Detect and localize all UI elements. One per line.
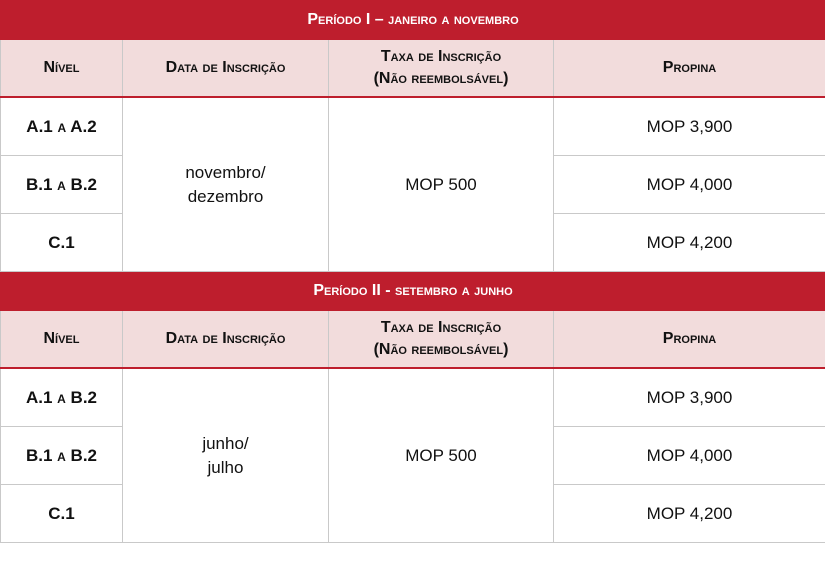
registration-date-cell [123,97,329,272]
header-fee-line1: Taxa de Inscrição [380,48,502,65]
registration-fee-cell: MOP 500 [329,97,554,272]
header-tuition: Propina [554,311,825,369]
header-level: Nível [1,311,123,369]
registration-date-cell [123,368,329,543]
date-line1: junho/ [202,433,249,453]
period-title: Período I – janeiro a novembro [1,1,825,40]
tuition-cell: MOP 4,200 [554,485,825,543]
table-row [1,368,825,427]
date-line2: dezembro [187,186,264,206]
date-line1: novembro/ [185,162,266,182]
tuition-cell: MOP 4,200 [554,214,825,272]
level-cell: B.1 a B.2 [1,427,123,485]
level-cell: A.1 a B.2 [1,368,123,427]
level-cell: C.1 [1,485,123,543]
tuition-cell: MOP 4,000 [554,427,825,485]
tuition-cell: MOP 3,900 [554,97,825,156]
header-row [1,40,825,98]
header-fee-line1: Taxa de Inscrição [380,319,502,336]
date-line2: julho [207,457,244,477]
level-cell: B.1 a B.2 [1,156,123,214]
header-fee-line2: (Não reembolsável) [373,341,509,358]
header-registration-fee [329,40,554,98]
header-fee-line2: (Não reembolsável) [373,70,509,87]
level-cell: C.1 [1,214,123,272]
table-row [1,97,825,156]
header-registration-fee [329,311,554,369]
tuition-cell: MOP 3,900 [554,368,825,427]
tuition-cell: MOP 4,000 [554,156,825,214]
registration-fee-cell: MOP 500 [329,368,554,543]
header-registration-date: Data de Inscrição [123,40,329,98]
period-title: Período II - setembro a junho [1,272,825,311]
header-registration-date: Data de Inscrição [123,311,329,369]
period-2-title-row [1,272,825,311]
header-row [1,311,825,369]
period-1-title-row [1,1,825,40]
header-tuition: Propina [554,40,825,98]
header-level: Nível [1,40,123,98]
level-cell: A.1 a A.2 [1,97,123,156]
